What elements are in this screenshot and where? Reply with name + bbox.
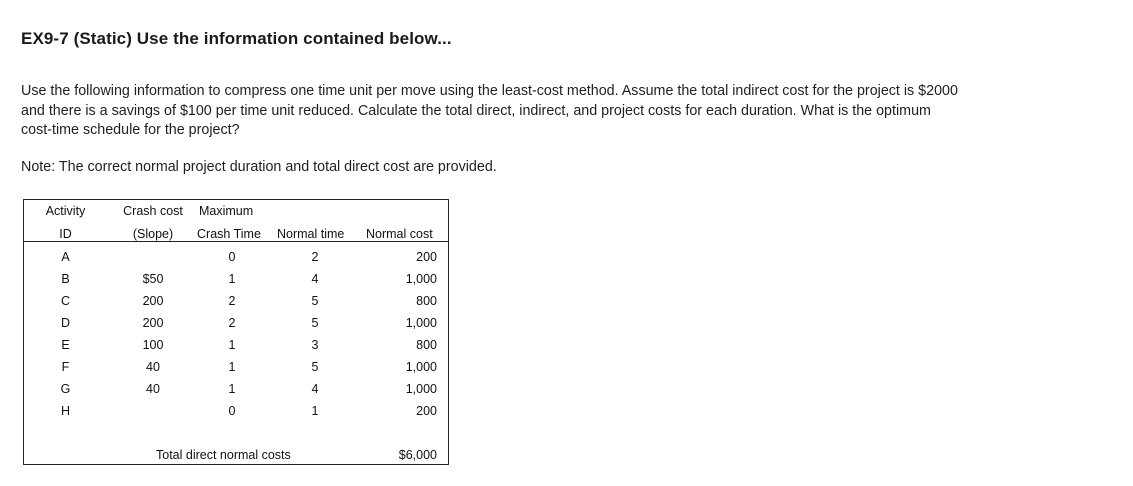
normal-cost-cell: 1,000 xyxy=(405,360,437,374)
activity-id-cell: H xyxy=(60,404,71,418)
table-top-border xyxy=(23,199,449,200)
header-normal-cost: Normal cost xyxy=(366,227,433,241)
activity-id-cell: A xyxy=(61,250,70,264)
note-text: Note: The correct normal project duration and total direct cost are provided. xyxy=(21,159,497,175)
max-crash-time-cell: 1 xyxy=(228,338,236,352)
page-title: EX9-7 (Static) Use the information contained below... xyxy=(21,29,452,48)
activity-table xyxy=(23,199,449,466)
total-value: $6,000 xyxy=(398,448,437,462)
header-normal-time: Normal time xyxy=(277,227,345,241)
activity-id-cell: B xyxy=(61,272,70,286)
normal-time-cell: 2 xyxy=(311,250,319,264)
max-crash-time-cell: 1 xyxy=(228,272,236,286)
crash-cost-cell: 40 xyxy=(146,360,160,374)
normal-time-cell: 5 xyxy=(311,360,319,374)
total-label: Total direct normal costs xyxy=(156,448,291,462)
max-crash-time-cell: 2 xyxy=(228,294,236,308)
header-id: ID xyxy=(59,227,72,241)
activity-id-cell: F xyxy=(61,360,70,374)
normal-cost-cell: 1,000 xyxy=(405,382,437,396)
normal-cost-cell: 200 xyxy=(416,404,437,418)
max-crash-time-cell: 1 xyxy=(228,382,236,396)
header-maximum: Maximum xyxy=(199,204,254,218)
crash-cost-cell: $50 xyxy=(142,272,164,286)
normal-cost-cell: 1,000 xyxy=(405,272,437,286)
normal-time-cell: 4 xyxy=(311,382,319,396)
normal-time-cell: 5 xyxy=(311,316,319,330)
normal-time-cell: 5 xyxy=(311,294,319,308)
header-underline xyxy=(23,241,449,242)
crash-cost-cell: 100 xyxy=(142,338,164,352)
activity-id-cell: D xyxy=(60,316,71,330)
normal-cost-cell: 800 xyxy=(416,294,437,308)
activity-id-cell: E xyxy=(61,338,70,352)
normal-cost-cell: 800 xyxy=(416,338,437,352)
activity-id-cell: G xyxy=(60,382,71,396)
header-slope: (Slope) xyxy=(132,227,174,241)
crash-cost-cell: 40 xyxy=(146,382,160,396)
activity-id-cell: C xyxy=(60,294,71,308)
crash-cost-cell: 200 xyxy=(142,316,164,330)
instructions-paragraph: Use the following information to compress one time unit per move using the least-cost method. Assume the total indirect cost for the project is $2000 and there is a savings of $100 per time unit reduced. Calculate the total direct, indirect, and project costs for each duration. What is the optimum cost-time schedule for the project? xyxy=(21,83,958,138)
max-crash-time-cell: 2 xyxy=(228,316,236,330)
max-crash-time-cell: 0 xyxy=(228,404,236,418)
normal-time-cell: 3 xyxy=(311,338,319,352)
header-crash-time: Crash Time xyxy=(197,227,261,241)
header-activity: Activity xyxy=(45,204,86,218)
table-bottom-border xyxy=(23,464,449,465)
crash-cost-cell: 200 xyxy=(142,294,164,308)
max-crash-time-cell: 1 xyxy=(228,360,236,374)
table-right-border xyxy=(448,199,449,465)
header-crash-cost: Crash cost xyxy=(123,204,183,218)
normal-cost-cell: 1,000 xyxy=(405,316,437,330)
normal-time-cell: 1 xyxy=(311,404,319,418)
normal-cost-cell: 200 xyxy=(416,250,437,264)
max-crash-time-cell: 0 xyxy=(228,250,236,264)
normal-time-cell: 4 xyxy=(311,272,319,286)
